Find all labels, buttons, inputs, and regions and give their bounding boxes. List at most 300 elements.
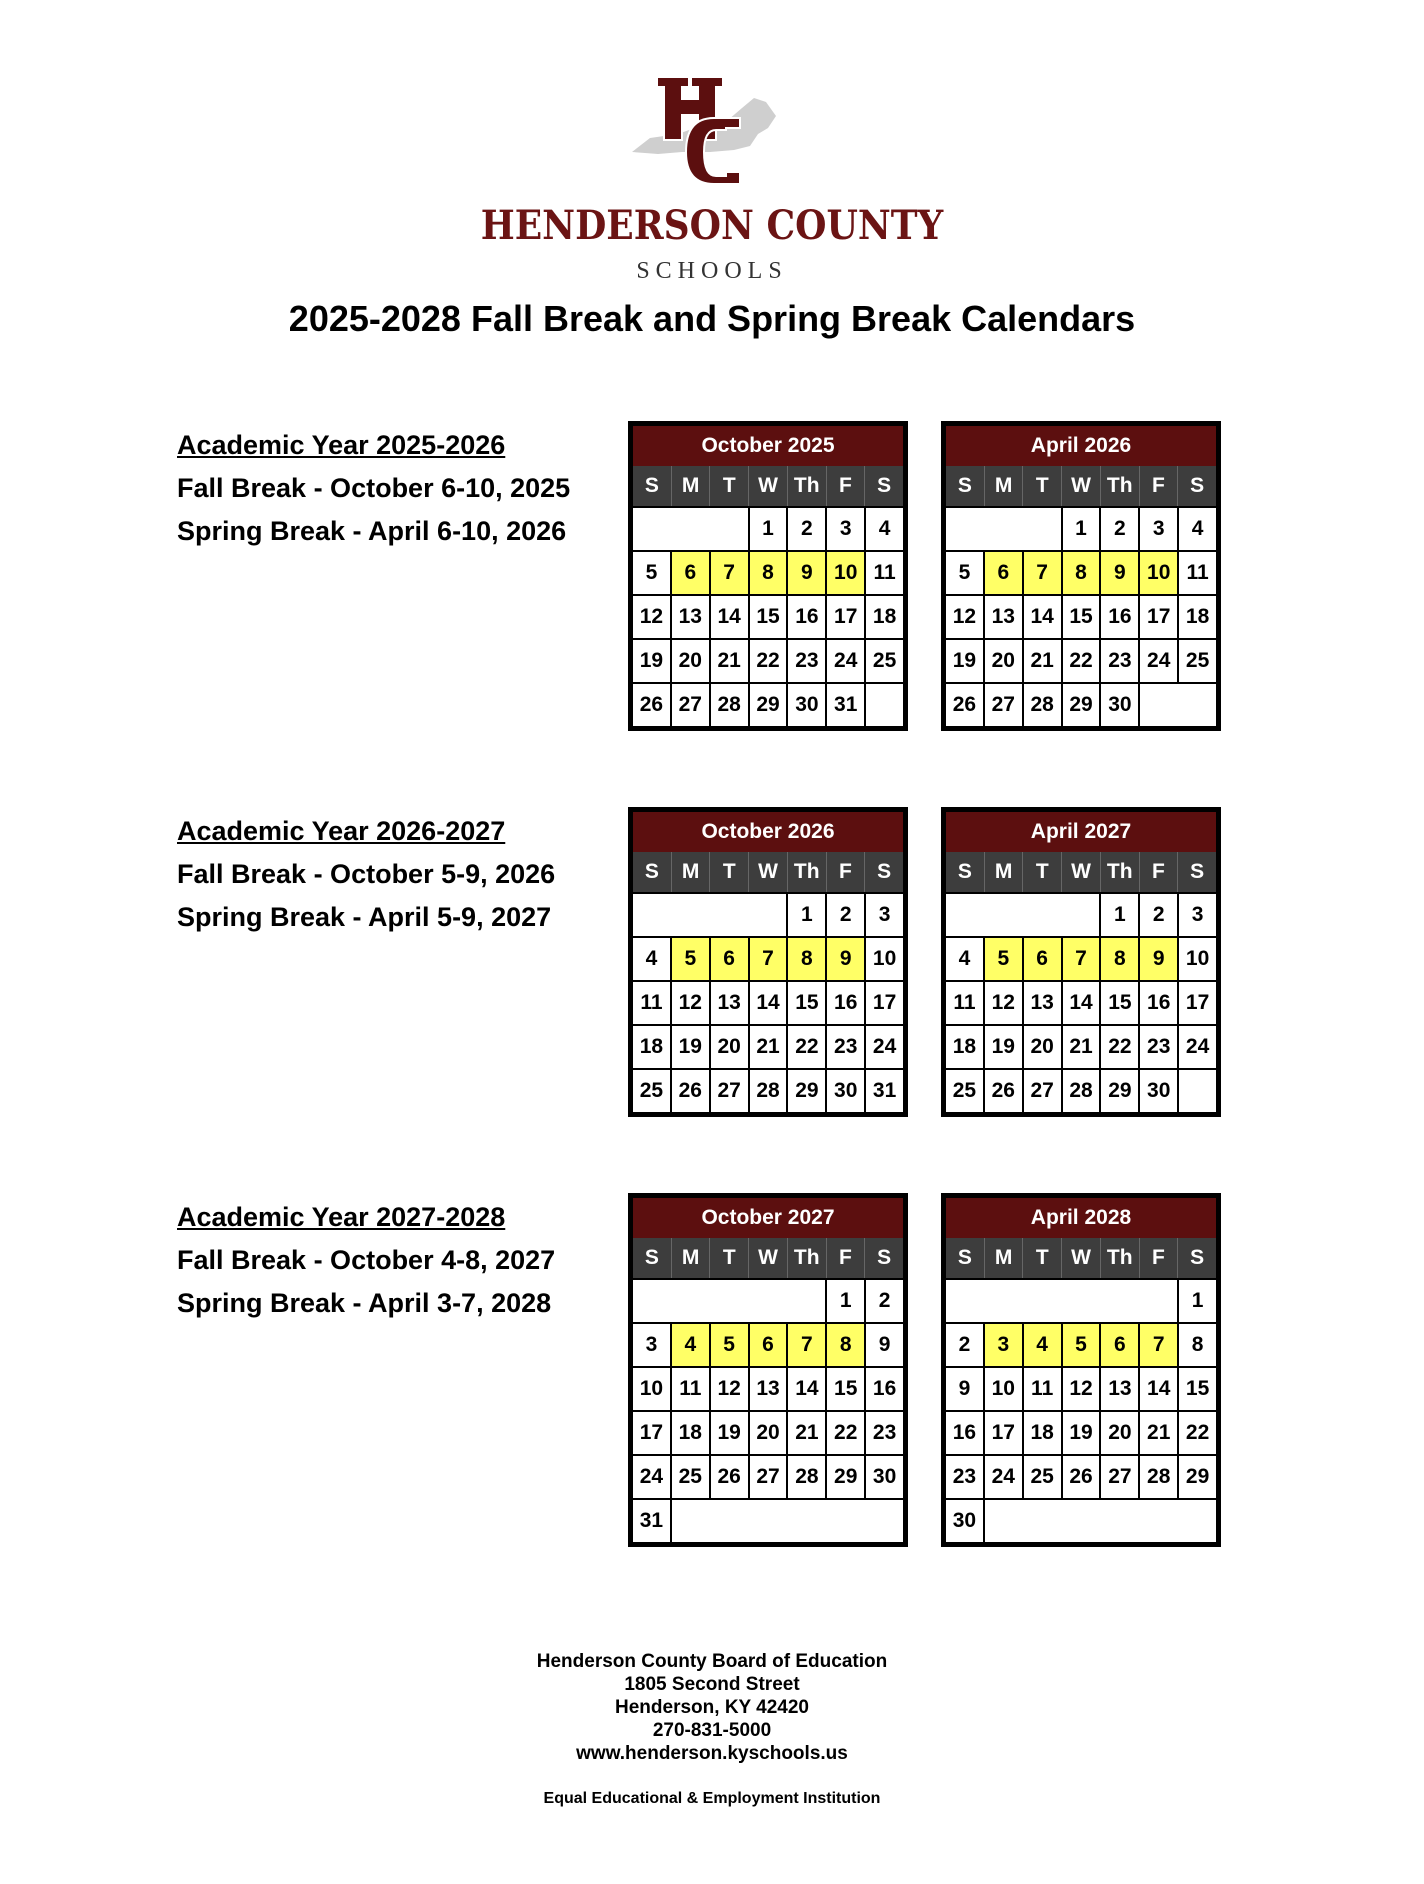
weekday-header: M bbox=[984, 852, 1023, 892]
empty-day-cell bbox=[1061, 1500, 1100, 1542]
weekday-header: F bbox=[1139, 1238, 1178, 1278]
day-cell: 29 bbox=[1099, 1070, 1138, 1112]
day-cell: 30 bbox=[864, 1456, 903, 1498]
break-day-cell: 6 bbox=[709, 938, 748, 980]
break-day-cell: 9 bbox=[825, 938, 864, 980]
empty-day-cell bbox=[983, 1500, 1022, 1542]
day-cell: 30 bbox=[1099, 684, 1138, 726]
day-cell: 12 bbox=[670, 982, 709, 1024]
day-cell: 20 bbox=[670, 640, 709, 682]
empty-day-cell bbox=[864, 1500, 903, 1542]
week-row bbox=[633, 1498, 903, 1542]
empty-day-cell bbox=[946, 894, 983, 936]
day-cell: 3 bbox=[633, 1324, 670, 1366]
day-cell: 2 bbox=[786, 508, 825, 550]
day-cell: 5 bbox=[633, 552, 670, 594]
break-day-cell: 7 bbox=[748, 938, 787, 980]
day-cell: 25 bbox=[1022, 1456, 1061, 1498]
day-cell: 31 bbox=[864, 1070, 903, 1112]
day-cell: 3 bbox=[864, 894, 903, 936]
day-cell: 15 bbox=[825, 1368, 864, 1410]
day-cell: 1 bbox=[748, 508, 787, 550]
day-cell: 21 bbox=[1061, 1026, 1100, 1068]
day-cell: 18 bbox=[1022, 1412, 1061, 1454]
footer-city: Henderson, KY 42420 bbox=[615, 1697, 809, 1718]
break-day-cell: 7 bbox=[1061, 938, 1100, 980]
day-cell: 26 bbox=[670, 1070, 709, 1112]
org-name: HENDERSON COUNTY bbox=[480, 202, 944, 249]
empty-day-cell bbox=[633, 508, 670, 550]
calendar-title: April 2026 bbox=[946, 426, 1216, 466]
weekday-header: M bbox=[671, 852, 710, 892]
day-cell: 29 bbox=[748, 684, 787, 726]
day-cell: 26 bbox=[633, 684, 670, 726]
day-cell: 2 bbox=[864, 1280, 903, 1322]
empty-day-cell bbox=[1099, 1280, 1138, 1322]
fall-break-line: Fall Break - October 5-9, 2026 bbox=[177, 859, 556, 889]
break-day-cell: 5 bbox=[1061, 1324, 1100, 1366]
day-cell: 11 bbox=[1022, 1368, 1061, 1410]
day-cell: 20 bbox=[709, 1026, 748, 1068]
empty-day-cell bbox=[1061, 1280, 1100, 1322]
weekday-header-row bbox=[633, 466, 903, 506]
empty-day-cell bbox=[946, 1280, 983, 1322]
day-cell: 27 bbox=[709, 1070, 748, 1112]
empty-day-cell bbox=[709, 1500, 748, 1542]
weekday-header: S bbox=[864, 466, 903, 506]
day-cell: 29 bbox=[786, 1070, 825, 1112]
spring-break-line: Spring Break - April 5-9, 2027 bbox=[177, 902, 552, 932]
fall-break-line: Fall Break - October 4-8, 2027 bbox=[177, 1245, 556, 1275]
day-cell: 28 bbox=[709, 684, 748, 726]
day-cell: 20 bbox=[983, 640, 1022, 682]
empty-day-cell bbox=[825, 1500, 864, 1542]
calendar-title: April 2028 bbox=[946, 1198, 1216, 1238]
day-cell: 17 bbox=[825, 596, 864, 638]
day-cell: 13 bbox=[1022, 982, 1061, 1024]
day-cell: 9 bbox=[946, 1368, 983, 1410]
day-cell: 28 bbox=[1022, 684, 1061, 726]
week-row bbox=[633, 1454, 903, 1498]
day-cell: 21 bbox=[786, 1412, 825, 1454]
weekday-header-row bbox=[946, 852, 1216, 892]
fall-break-line: Fall Break - October 6-10, 2025 bbox=[177, 473, 571, 503]
week-row bbox=[633, 550, 903, 594]
day-cell: 14 bbox=[1061, 982, 1100, 1024]
day-cell: 13 bbox=[709, 982, 748, 1024]
week-row bbox=[946, 594, 1216, 638]
day-cell: 12 bbox=[983, 982, 1022, 1024]
day-cell: 27 bbox=[1099, 1456, 1138, 1498]
footer-equal-opportunity: Equal Educational & Employment Institution bbox=[543, 1790, 881, 1807]
day-cell: 11 bbox=[946, 982, 983, 1024]
calendar-title: October 2025 bbox=[633, 426, 903, 466]
weekday-header: Th bbox=[1100, 466, 1139, 506]
break-day-cell: 6 bbox=[1022, 938, 1061, 980]
week-row bbox=[633, 682, 903, 726]
empty-day-cell bbox=[633, 894, 670, 936]
day-cell: 25 bbox=[633, 1070, 670, 1112]
day-cell: 28 bbox=[786, 1456, 825, 1498]
week-row bbox=[946, 682, 1216, 726]
day-cell: 31 bbox=[825, 684, 864, 726]
hc-logo bbox=[630, 72, 780, 190]
empty-day-cell bbox=[1177, 684, 1216, 726]
day-cell: 23 bbox=[825, 1026, 864, 1068]
day-cell: 1 bbox=[1177, 1280, 1216, 1322]
day-cell: 23 bbox=[864, 1412, 903, 1454]
break-day-cell: 7 bbox=[709, 552, 748, 594]
week-row bbox=[946, 1498, 1216, 1542]
week-row bbox=[946, 1068, 1216, 1112]
day-cell: 22 bbox=[1061, 640, 1100, 682]
weekday-header-row bbox=[633, 852, 903, 892]
day-cell: 26 bbox=[1061, 1456, 1100, 1498]
day-cell: 14 bbox=[786, 1368, 825, 1410]
day-cell: 23 bbox=[1138, 1026, 1177, 1068]
empty-day-cell bbox=[709, 508, 748, 550]
day-cell: 1 bbox=[1099, 894, 1138, 936]
break-day-cell: 10 bbox=[825, 552, 864, 594]
day-cell: 16 bbox=[1138, 982, 1177, 1024]
calendar-april-2026 bbox=[941, 421, 1221, 731]
day-cell: 18 bbox=[946, 1026, 983, 1068]
calendar-april-2028 bbox=[941, 1193, 1221, 1547]
day-cell: 25 bbox=[1177, 640, 1216, 682]
day-cell: 25 bbox=[864, 640, 903, 682]
year-title: Academic Year 2027-2028 bbox=[177, 1202, 506, 1232]
break-day-cell: 4 bbox=[1022, 1324, 1061, 1366]
weekday-header: F bbox=[826, 1238, 865, 1278]
day-cell: 15 bbox=[1099, 982, 1138, 1024]
footer bbox=[0, 1650, 1424, 1810]
week-row bbox=[946, 892, 1216, 936]
day-cell: 26 bbox=[983, 1070, 1022, 1112]
day-cell: 10 bbox=[983, 1368, 1022, 1410]
day-cell: 12 bbox=[709, 1368, 748, 1410]
day-cell: 23 bbox=[946, 1456, 983, 1498]
footer-org: Henderson County Board of Education bbox=[536, 1651, 888, 1672]
weekday-header: T bbox=[1022, 466, 1061, 506]
weekday-header: Th bbox=[1100, 1238, 1139, 1278]
calendar-title: April 2027 bbox=[946, 812, 1216, 852]
empty-day-cell bbox=[748, 1500, 787, 1542]
day-cell: 10 bbox=[864, 938, 903, 980]
calendar-title: October 2027 bbox=[633, 1198, 903, 1238]
calendar-october-2026 bbox=[628, 807, 908, 1117]
year-title: Academic Year 2025-2026 bbox=[177, 430, 506, 460]
weekday-header: S bbox=[957, 1246, 972, 1269]
break-day-cell: 8 bbox=[825, 1324, 864, 1366]
calendar-october-2025 bbox=[628, 421, 908, 731]
day-cell: 19 bbox=[670, 1026, 709, 1068]
footer-website[interactable]: www.henderson.kyschools.us bbox=[576, 1743, 848, 1764]
day-cell: 10 bbox=[1177, 938, 1216, 980]
break-day-cell: 9 bbox=[786, 552, 825, 594]
empty-day-cell bbox=[709, 894, 748, 936]
weekday-header: M bbox=[984, 1238, 1023, 1278]
week-row bbox=[946, 1410, 1216, 1454]
day-cell: 2 bbox=[946, 1324, 983, 1366]
break-day-cell: 6 bbox=[670, 552, 709, 594]
day-cell: 26 bbox=[946, 684, 983, 726]
weekday-header: Th bbox=[787, 852, 826, 892]
day-cell: 17 bbox=[983, 1412, 1022, 1454]
weekday-header: T bbox=[709, 852, 748, 892]
break-day-cell: 8 bbox=[1061, 552, 1100, 594]
weekday-header: W bbox=[1061, 1238, 1100, 1278]
day-cell: 21 bbox=[1138, 1412, 1177, 1454]
day-cell: 18 bbox=[670, 1412, 709, 1454]
calendar-april-2027 bbox=[941, 807, 1221, 1117]
day-cell: 2 bbox=[1138, 894, 1177, 936]
break-day-cell: 5 bbox=[670, 938, 709, 980]
day-cell: 14 bbox=[1138, 1368, 1177, 1410]
empty-day-cell bbox=[670, 508, 709, 550]
empty-day-cell bbox=[1061, 894, 1100, 936]
weekday-header: T bbox=[1022, 1238, 1061, 1278]
day-cell: 22 bbox=[1177, 1412, 1216, 1454]
day-cell: 20 bbox=[1099, 1412, 1138, 1454]
empty-day-cell bbox=[1177, 1500, 1216, 1542]
day-cell: 18 bbox=[864, 596, 903, 638]
day-cell: 22 bbox=[825, 1412, 864, 1454]
empty-day-cell bbox=[1022, 1500, 1061, 1542]
day-cell: 13 bbox=[670, 596, 709, 638]
empty-day-cell bbox=[1138, 1500, 1177, 1542]
weekday-header: W bbox=[1061, 852, 1100, 892]
weekday-header: S bbox=[957, 474, 972, 497]
calendar-title: October 2026 bbox=[633, 812, 903, 852]
day-cell: 16 bbox=[864, 1368, 903, 1410]
empty-day-cell bbox=[633, 1280, 670, 1322]
week-row bbox=[946, 1454, 1216, 1498]
day-cell: 3 bbox=[1138, 508, 1177, 550]
break-day-cell: 9 bbox=[1138, 938, 1177, 980]
empty-day-cell bbox=[786, 1280, 825, 1322]
empty-day-cell bbox=[1099, 1500, 1138, 1542]
day-cell: 24 bbox=[983, 1456, 1022, 1498]
day-cell: 13 bbox=[983, 596, 1022, 638]
weekday-header: S bbox=[1177, 466, 1216, 506]
break-day-cell: 9 bbox=[1099, 552, 1138, 594]
day-cell: 14 bbox=[1022, 596, 1061, 638]
weekday-header: M bbox=[671, 466, 710, 506]
empty-day-cell bbox=[670, 1500, 709, 1542]
break-day-cell: 8 bbox=[786, 938, 825, 980]
day-cell: 26 bbox=[709, 1456, 748, 1498]
weekday-header: S bbox=[864, 852, 903, 892]
week-row bbox=[633, 638, 903, 682]
day-cell: 15 bbox=[1061, 596, 1100, 638]
empty-day-cell bbox=[1138, 684, 1177, 726]
day-cell: 16 bbox=[786, 596, 825, 638]
week-row bbox=[946, 506, 1216, 550]
year-block-2025 bbox=[177, 424, 617, 553]
weekday-header: T bbox=[1022, 852, 1061, 892]
day-cell: 28 bbox=[1138, 1456, 1177, 1498]
day-cell: 1 bbox=[786, 894, 825, 936]
weekday-header: S bbox=[957, 860, 972, 883]
day-cell: 4 bbox=[633, 938, 670, 980]
day-cell: 30 bbox=[1138, 1070, 1177, 1112]
week-row bbox=[633, 936, 903, 980]
day-cell: 4 bbox=[946, 938, 983, 980]
week-row bbox=[946, 638, 1216, 682]
day-cell: 18 bbox=[1177, 596, 1216, 638]
day-cell: 19 bbox=[1061, 1412, 1100, 1454]
day-cell: 22 bbox=[1099, 1026, 1138, 1068]
weekday-header: F bbox=[826, 466, 865, 506]
day-cell: 13 bbox=[1099, 1368, 1138, 1410]
empty-day-cell bbox=[983, 894, 1022, 936]
weekday-header: W bbox=[748, 852, 787, 892]
week-row bbox=[946, 1278, 1216, 1322]
weekday-header-row bbox=[946, 466, 1216, 506]
day-cell: 14 bbox=[748, 982, 787, 1024]
day-cell: 4 bbox=[864, 508, 903, 550]
day-cell: 21 bbox=[709, 640, 748, 682]
day-cell: 8 bbox=[1177, 1324, 1216, 1366]
weekday-header-row bbox=[633, 1238, 903, 1278]
week-row bbox=[633, 1024, 903, 1068]
day-cell: 1 bbox=[1061, 508, 1100, 550]
day-cell: 29 bbox=[1061, 684, 1100, 726]
org-subtitle: SCHOOLS bbox=[636, 258, 788, 284]
day-cell: 5 bbox=[946, 552, 983, 594]
break-day-cell: 6 bbox=[748, 1324, 787, 1366]
weekday-header: T bbox=[709, 1238, 748, 1278]
empty-day-cell bbox=[864, 684, 903, 726]
week-row bbox=[946, 1322, 1216, 1366]
weekday-header: F bbox=[1139, 852, 1178, 892]
empty-day-cell bbox=[748, 894, 787, 936]
page-title: 2025-2028 Fall Break and Spring Break Calendars bbox=[288, 298, 1136, 339]
break-day-cell: 5 bbox=[709, 1324, 748, 1366]
break-day-cell: 10 bbox=[1138, 552, 1177, 594]
day-cell: 13 bbox=[748, 1368, 787, 1410]
spring-break-line: Spring Break - April 6-10, 2026 bbox=[177, 516, 567, 546]
day-cell: 12 bbox=[1061, 1368, 1100, 1410]
day-cell: 2 bbox=[825, 894, 864, 936]
day-cell: 22 bbox=[748, 640, 787, 682]
week-row bbox=[633, 506, 903, 550]
week-row bbox=[946, 980, 1216, 1024]
weekday-header: S bbox=[644, 474, 659, 497]
day-cell: 14 bbox=[709, 596, 748, 638]
day-cell: 19 bbox=[946, 640, 983, 682]
weekday-header: S bbox=[864, 1238, 903, 1278]
calendar-october-2027 bbox=[628, 1193, 908, 1547]
day-cell: 29 bbox=[825, 1456, 864, 1498]
empty-day-cell bbox=[1022, 894, 1061, 936]
day-cell: 11 bbox=[633, 982, 670, 1024]
weekday-header: Th bbox=[787, 466, 826, 506]
day-cell: 19 bbox=[633, 640, 670, 682]
weekday-header: T bbox=[709, 466, 748, 506]
empty-day-cell bbox=[786, 1500, 825, 1542]
week-row bbox=[633, 1068, 903, 1112]
week-row bbox=[946, 936, 1216, 980]
day-cell: 11 bbox=[1177, 552, 1216, 594]
day-cell: 24 bbox=[633, 1456, 670, 1498]
day-cell: 27 bbox=[1022, 1070, 1061, 1112]
day-cell: 16 bbox=[946, 1412, 983, 1454]
day-cell: 17 bbox=[864, 982, 903, 1024]
day-cell: 2 bbox=[1099, 508, 1138, 550]
empty-day-cell bbox=[670, 1280, 709, 1322]
empty-day-cell bbox=[1138, 1280, 1177, 1322]
year-block-2027 bbox=[177, 1196, 617, 1325]
day-cell: 25 bbox=[946, 1070, 983, 1112]
week-row bbox=[633, 1278, 903, 1322]
empty-day-cell bbox=[670, 894, 709, 936]
day-cell: 24 bbox=[1138, 640, 1177, 682]
day-cell: 19 bbox=[983, 1026, 1022, 1068]
empty-day-cell bbox=[946, 508, 983, 550]
weekday-header: Th bbox=[787, 1238, 826, 1278]
day-cell: 17 bbox=[1138, 596, 1177, 638]
day-cell: 27 bbox=[748, 1456, 787, 1498]
day-cell: 18 bbox=[633, 1026, 670, 1068]
day-cell: 22 bbox=[786, 1026, 825, 1068]
year-title: Academic Year 2026-2027 bbox=[177, 816, 506, 846]
weekday-header-row bbox=[946, 1238, 1216, 1278]
day-cell: 12 bbox=[946, 596, 983, 638]
day-cell: 11 bbox=[670, 1368, 709, 1410]
day-cell: 23 bbox=[1099, 640, 1138, 682]
empty-day-cell bbox=[1022, 508, 1061, 550]
break-day-cell: 6 bbox=[983, 552, 1022, 594]
day-cell: 16 bbox=[1099, 596, 1138, 638]
day-cell: 27 bbox=[670, 684, 709, 726]
day-cell: 30 bbox=[946, 1500, 983, 1542]
weekday-header: S bbox=[1177, 1238, 1216, 1278]
day-cell: 16 bbox=[825, 982, 864, 1024]
week-row bbox=[633, 1410, 903, 1454]
day-cell: 30 bbox=[825, 1070, 864, 1112]
weekday-header: Th bbox=[1100, 852, 1139, 892]
break-day-cell: 3 bbox=[983, 1324, 1022, 1366]
day-cell: 12 bbox=[633, 596, 670, 638]
week-row bbox=[633, 892, 903, 936]
footer-street: 1805 Second Street bbox=[624, 1674, 800, 1695]
weekday-header: S bbox=[644, 860, 659, 883]
weekday-header: F bbox=[1139, 466, 1178, 506]
weekday-header: W bbox=[748, 1238, 787, 1278]
week-row bbox=[633, 594, 903, 638]
weekday-header: S bbox=[644, 1246, 659, 1269]
weekday-header: W bbox=[1061, 466, 1100, 506]
day-cell: 19 bbox=[709, 1412, 748, 1454]
day-cell: 11 bbox=[864, 552, 903, 594]
day-cell: 30 bbox=[786, 684, 825, 726]
day-cell: 3 bbox=[1177, 894, 1216, 936]
break-day-cell: 5 bbox=[983, 938, 1022, 980]
day-cell: 23 bbox=[786, 640, 825, 682]
day-cell: 3 bbox=[825, 508, 864, 550]
day-cell: 15 bbox=[748, 596, 787, 638]
day-cell: 20 bbox=[748, 1412, 787, 1454]
weekday-header: F bbox=[826, 852, 865, 892]
spring-break-line: Spring Break - April 3-7, 2028 bbox=[177, 1288, 552, 1318]
day-cell: 24 bbox=[864, 1026, 903, 1068]
weekday-header: S bbox=[1177, 852, 1216, 892]
week-row bbox=[633, 980, 903, 1024]
day-cell: 20 bbox=[1022, 1026, 1061, 1068]
day-cell: 31 bbox=[633, 1500, 670, 1542]
empty-day-cell bbox=[709, 1280, 748, 1322]
